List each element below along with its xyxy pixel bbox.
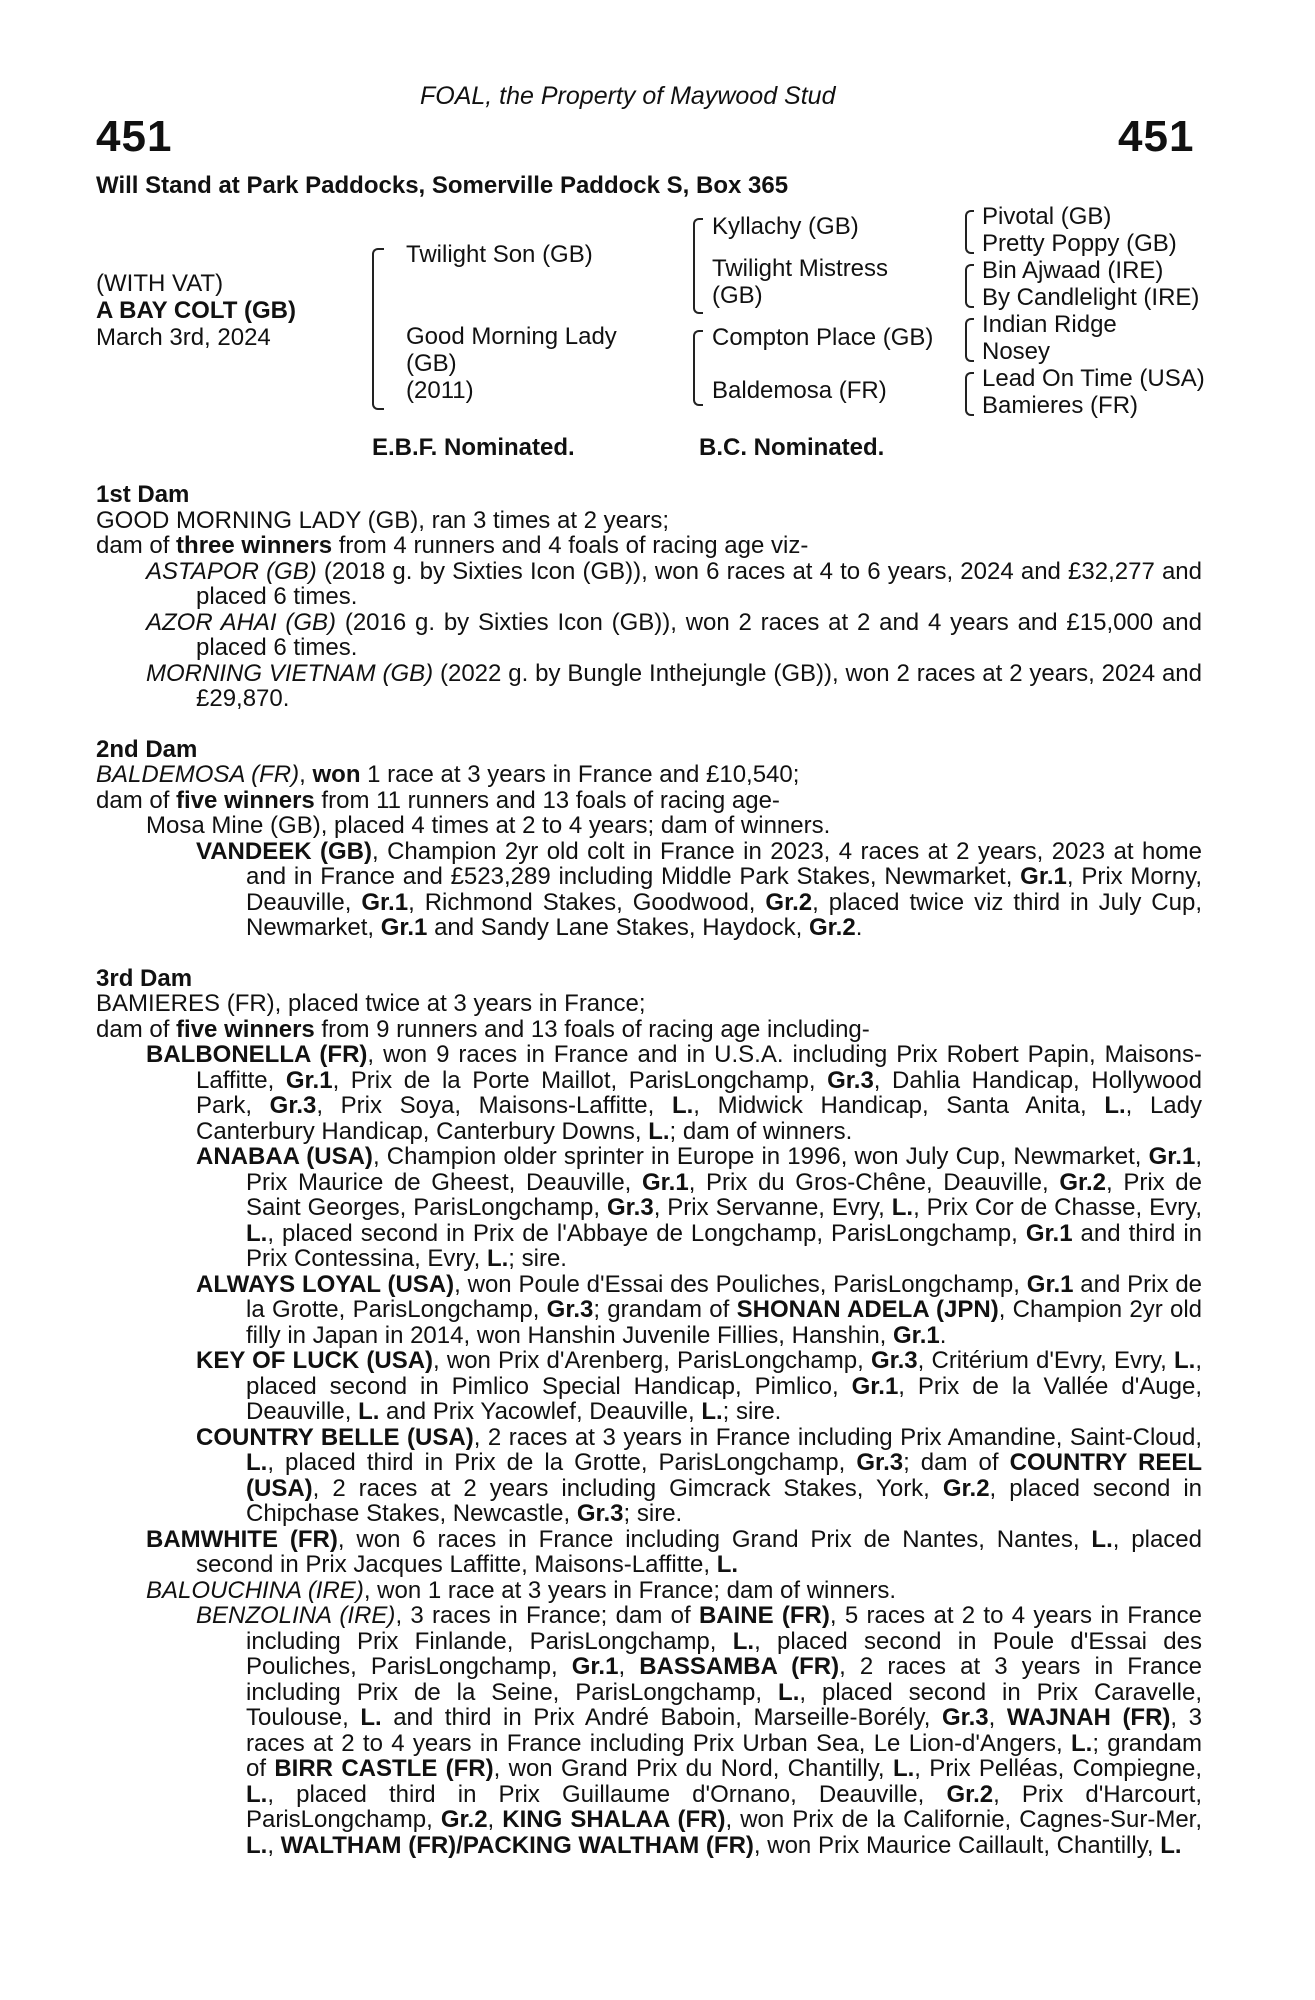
lot-number-right: 451 bbox=[1118, 112, 1195, 161]
sire-dam-line2: (GB) bbox=[712, 282, 763, 309]
brace-dd bbox=[965, 372, 974, 416]
third-dam-heading: 3rd Dam bbox=[96, 964, 193, 992]
brace-gen1 bbox=[372, 248, 384, 410]
second-dam-heading: 2nd Dam bbox=[96, 735, 198, 763]
brace-sire-parents bbox=[693, 218, 703, 314]
sd-dam: By Candlelight (IRE) bbox=[982, 284, 1200, 311]
third-dam-line: BAMIERES (FR), placed twice at 3 years in France; bbox=[96, 990, 646, 1017]
produce-astapor: ASTAPOR (GB) (2018 g. by Sixties Icon (GB)), won 6 races at 4 to 6 years, 2024 and £32,277 and placed 6 times. bbox=[146, 557, 1202, 610]
sd-sire: Bin Ajwaad (IRE) bbox=[982, 257, 1164, 284]
brace-ss bbox=[965, 210, 974, 254]
produce-key-of-luck: KEY OF LUCK (USA), won Prix d'Arenberg, ParisLongchamp, Gr.3, Critérium d'Evry, Evry, L., placed second in Pimlico Special Handicap, Pimlico, Gr.1, Prix de la Vallée d'Auge, Deauville, L. and Prix Yacowlef, Deauville, L.; sire. bbox=[196, 1347, 1203, 1425]
produce-always-loyal: ALWAYS LOYAL (USA), won Poule d'Essai des Pouliches, ParisLongchamp, Gr.1 and Prix de la Grotte, ParisLongchamp, Gr.3; grandam of SHONAN ADELA (JPN), Champion 2yr old filly in Japan in 2014, won Hanshin Juvenile Fillies, Hanshin, Gr.1. bbox=[196, 1270, 1203, 1349]
produce-balbonella: BALBONELLA (FR), won 9 races in France and in U.S.A. including Prix Robert Papin, Maisons-Laffitte, Gr.1, Prix de la Porte Maillot, ParisLongchamp, Gr.3, Dahlia Handicap, Hollywood Park, Gr.3, Prix Soya, Maisons-Laffitte, L., Midwick Handicap, Santa Anita, L., Lady Canterbury Handicap, Canterbury Downs, L.; dam of winners. bbox=[146, 1041, 1203, 1145]
produce-vandeek: VANDEEK (GB), Champion 2yr old colt in France in 2023, 4 races at 2 years, 2023 at home and in France and £523,289 including Middle Park Stakes, Newmarket, Gr.1, Prix Morny, Deauville, Gr.1, Richmond Stakes, Goodwood, Gr.2, placed twice viz third in July Cup, Newmarket, Gr.1 and Sandy Lane Stakes, Haydock, Gr.2. bbox=[196, 837, 1202, 941]
produce-azor-ahai: AZOR AHAI (GB) (2016 g. by Sixties Icon (GB)), won 2 races at 2 and 4 years and £15,000 and placed 6 times. bbox=[146, 608, 1202, 661]
dam-line3: (2011) bbox=[406, 377, 474, 404]
produce-anabaa: ANABAA (USA), Champion older sprinter in Europe in 1996, won July Cup, Newmarket, Gr.1, Prix Maurice de Gheest, Deauville, Gr.1, Prix du Gros-Chêne, Deauville, Gr.2, Prix de Saint Georges, ParisLongchamp, Gr.3, Prix Servanne, Evry, L., Prix Cor de Chasse, Evry, L., placed second in Prix de l'Abbaye de Longchamp, ParisLongchamp, Gr.1 and third in Prix Contessina, Evry, L.; sire. bbox=[196, 1143, 1203, 1272]
dam-dam: Baldemosa (FR) bbox=[712, 377, 887, 404]
dam-sire: Compton Place (GB) bbox=[712, 324, 934, 351]
brace-sd bbox=[965, 264, 974, 308]
sire-sire: Kyllachy (GB) bbox=[712, 213, 859, 240]
first-dam-heading: 1st Dam bbox=[96, 481, 190, 508]
third-dam-produce-summary: dam of five winners from 9 runners and 13 foals of racing age including- bbox=[96, 1015, 870, 1043]
vat-label: (WITH VAT) bbox=[96, 270, 224, 297]
dam-line2: (GB) bbox=[406, 350, 457, 377]
catalogue-body bbox=[96, 482, 1202, 1858]
sire: Twilight Son (GB) bbox=[406, 241, 593, 268]
produce-country-belle: COUNTRY BELLE (USA), 2 races at 3 years in France including Prix Amandine, Saint-Cloud, L., placed third in Prix de la Grotte, ParisLongchamp, Gr.3; dam of COUNTRY REEL (USA), 2 races at 2 years including Gimcrack Stakes, York, Gr.2, placed second in Chipchase Stakes, Newcastle, Gr.3; sire. bbox=[196, 1423, 1203, 1527]
produce-morning-vietnam: MORNING VIETNAM (GB) (2022 g. by Bungle Inthejungle (GB)), won 2 races at 2 years, 2024 and £29,870. bbox=[146, 659, 1202, 712]
first-dam-produce-summary: dam of three winners from 4 runners and 4 foals of racing age viz- bbox=[96, 532, 809, 559]
produce-bamwhite: BAMWHITE (FR), won 6 races in France including Grand Prix de Nantes, Nantes, L., placed second in Prix Jacques Laffitte, Maisons-Laffitte, L. bbox=[146, 1525, 1203, 1578]
ebf-nominated: E.B.F. Nominated. bbox=[372, 434, 575, 461]
dam-line1: Good Morning Lady bbox=[406, 323, 617, 350]
lot-number-left: 451 bbox=[96, 112, 173, 161]
bc-nominated: B.C. Nominated. bbox=[699, 434, 885, 461]
brace-ds bbox=[965, 318, 974, 362]
produce-benzolina: BENZOLINA (IRE), 3 races in France; dam of BAINE (FR), 5 races at 2 to 4 years in France including Prix Finlande, ParisLongchamp, L., placed second in Poule d'Essai des Pouliches, ParisLongchamp, Gr.1, BASSAMBA (FR), 2 races at 3 years in France including Prix de la Seine, ParisLongchamp, L., placed second in Prix Caravelle, Toulouse, L. and third in Prix André Baboin, Marseille-Borély, Gr.3, WAJNAH (FR), 3 races at 2 to 4 years in France including Prix Urban Sea, Le Lion-d'Angers, L.; grandam of BIRR CASTLE (FR), won Grand Prix du Nord, Chantilly, L., Prix Pelléas, Compiegne, L., placed third in Prix Guillaume d'Ornano, Deauville, Gr.2, Prix d'Harcourt, ParisLongchamp, Gr.2, KING SHALAA (FR), won Prix de la Californie, Cagnes-Sur-Mer, L., WALTHAM (FR)/PACKING WALTHAM (FR), won Prix Maurice Caillault, Chantilly, L. bbox=[196, 1602, 1203, 1859]
dd-sire: Lead On Time (USA) bbox=[982, 365, 1205, 392]
owner-line: FOAL, the Property of Maywood Stud bbox=[420, 82, 836, 110]
produce-balouchina: BALOUCHINA (IRE), won 1 race at 3 years in France; dam of winners. bbox=[146, 1576, 897, 1604]
second-dam-produce-summary: dam of five winners from 11 runners and 13 foals of racing age- bbox=[96, 786, 780, 814]
brace-dam-parents bbox=[693, 330, 703, 406]
produce-mosa-mine: Mosa Mine (GB), placed 4 times at 2 to 4 years; dam of winners. bbox=[146, 812, 831, 839]
second-dam-line: BALDEMOSA (FR), won 1 race at 3 years in France and £10,540; bbox=[96, 761, 800, 788]
ds-sire: Indian Ridge bbox=[982, 311, 1117, 338]
dd-dam: Bamieres (FR) bbox=[982, 392, 1139, 419]
ds-dam: Nosey bbox=[982, 338, 1051, 365]
first-dam-line: GOOD MORNING LADY (GB), ran 3 times at 2 years; bbox=[96, 506, 670, 534]
foal-name: A BAY COLT (GB) bbox=[96, 297, 297, 324]
ss-dam: Pretty Poppy (GB) bbox=[982, 230, 1177, 257]
stand-location: Will Stand at Park Paddocks, Somerville Paddock S, Box 365 bbox=[96, 172, 789, 199]
ss-sire: Pivotal (GB) bbox=[982, 203, 1112, 230]
foal-dob: March 3rd, 2024 bbox=[96, 324, 271, 351]
sire-dam-line1: Twilight Mistress bbox=[712, 255, 889, 282]
